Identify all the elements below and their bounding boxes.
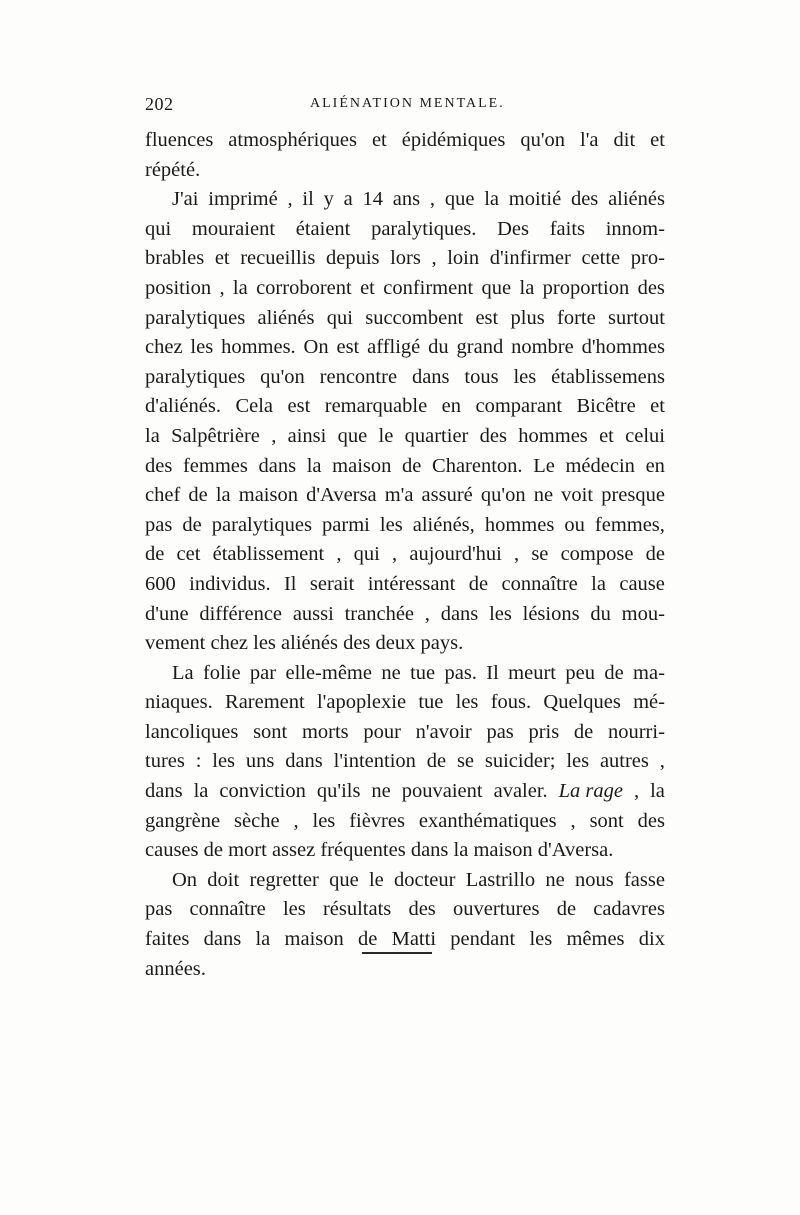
- text-line: des femmes dans la maison de Charenton. Le médecin en: [145, 454, 665, 477]
- text-line: J'ai imprimé , il y a 14 ans , que la moitié des aliénés: [172, 188, 665, 211]
- text-line: causes de mort assez fréquentes dans la maison d'Aversa.: [145, 839, 614, 862]
- body-text: [145, 126, 665, 984]
- text-line: 600 individus. Il serait intéressant de connaître la cause: [145, 572, 665, 595]
- page-number: 202: [145, 94, 174, 114]
- text-line: pas de paralytiques parmi les aliénés, hommes ou femmes,: [145, 513, 665, 536]
- text-line: d'une différence aussi tranchée , dans les lésions du mou-: [145, 602, 665, 625]
- text-line: chez les hommes. On est affligé du grand nombre d'hommes: [145, 336, 665, 359]
- running-title: ALIÉNATION MENTALE.: [310, 96, 505, 111]
- text-line: répété.: [145, 158, 201, 181]
- section-end-rule: [362, 952, 432, 954]
- text-line: années.: [145, 957, 206, 980]
- text-line: niaques. Rarement l'apoplexie tue les fous. Quelques mé-: [145, 691, 665, 714]
- text-line: dans la conviction qu'ils ne pouvaient avaler. La rage , la: [145, 780, 665, 803]
- text-line: de cet établissement , qui , aujourd'hui , se compose de: [145, 543, 665, 566]
- running-head: [145, 94, 665, 122]
- text-line: brables et recueillis depuis lors , loin d'infirmer cette pro-: [145, 247, 665, 270]
- text-line: pas connaître les résultats des ouvertures de cadavres: [145, 898, 665, 921]
- text-line: chef de la maison d'Aversa m'a assuré qu'on ne voit presque: [145, 484, 665, 507]
- text-line: qui mouraient étaient paralytiques. Des faits innom-: [145, 217, 665, 240]
- text-line: faites dans la maison de Matti pendant les mêmes dix: [145, 928, 665, 951]
- text-line: vement chez les aliénés des deux pays.: [145, 632, 464, 655]
- text-line: paralytiques qu'on rencontre dans tous les établissemens: [145, 365, 665, 388]
- text-line: fluences atmosphériques et épidémiques qu'on l'a dit et: [145, 129, 665, 151]
- text-line: On doit regretter que le docteur Lastrillo ne nous fasse: [172, 868, 665, 891]
- text-line: lancoliques sont morts pour n'avoir pas pris de nourri-: [145, 720, 665, 743]
- text-line: tures : les uns dans l'intention de se suicider; les autres ,: [145, 750, 665, 773]
- text-line: La folie par elle-même ne tue pas. Il meurt peu de ma-: [172, 661, 665, 684]
- text-line: gangrène sèche , les fièvres exanthématiques , sont des: [145, 809, 665, 832]
- text-line: la Salpêtrière , ainsi que le quartier des hommes et celui: [145, 424, 665, 447]
- text-line: position , la corroborent et confirment que la proportion des: [145, 276, 665, 299]
- text-line: d'aliénés. Cela est remarquable en comparant Bicêtre et: [145, 395, 665, 418]
- text-line: paralytiques aliénés qui succombent est plus forte surtout: [145, 306, 665, 329]
